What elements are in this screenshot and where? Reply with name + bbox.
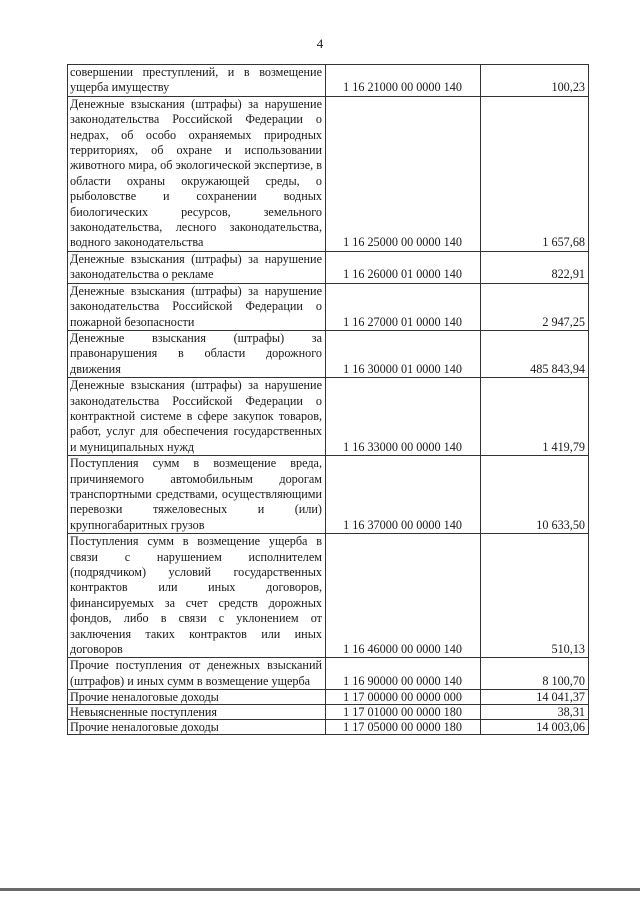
amount-cell: 822,91 (481, 251, 589, 283)
amount-cell: 485 843,94 (481, 330, 589, 377)
amount-cell: 510,13 (481, 534, 589, 658)
amount-cell: 2 947,25 (481, 283, 589, 330)
scan-bottom-edge (0, 888, 640, 891)
amount-cell: 100,23 (481, 65, 589, 97)
table-row (68, 690, 589, 705)
income-name-cell: Денежные взыскания (штрафы) за нарушение законодательства Российской Федерации о контрактной системе в сфере закупок товаров, работ, услуг для обеспечения государственных и муниципальных нужд (68, 378, 326, 456)
income-name-cell: Денежные взыскания (штрафы) за нарушение законодательства Российской Федерации о пожарной безопасности (68, 283, 326, 330)
table-row (68, 330, 589, 377)
budget-code-cell: 1 16 26000 01 0000 140 (326, 251, 481, 283)
budget-code-cell: 1 16 27000 01 0000 140 (326, 283, 481, 330)
table-row (68, 96, 589, 251)
income-name-cell: Поступления сумм в возмещение вреда, причиняемого автомобильным дорогам транспортными средствами, осуществляющими перевозки тяжеловесных и (или) крупногабаритных грузов (68, 456, 326, 534)
income-name-cell: Невыясненные поступления (68, 705, 326, 720)
income-name-cell: Денежные взыскания (штрафы) за правонарушения в области дорожного движения (68, 330, 326, 377)
table-row (68, 658, 589, 690)
page-number: 4 (316, 36, 324, 51)
table-row (68, 65, 589, 97)
income-name-cell: Денежные взыскания (штрафы) за нарушение законодательства Российской Федерации о недрах, об особо охраняемых природных территориях, об охране и использовании животного мира, об экологической экспертизе, в области охраны окружающей среды, о рыболовстве и сохранении водных биологических ресурсов, земельного законодательства, лесного законодательства, водного законодательства (68, 96, 326, 251)
income-name-cell: Прочие неналоговые доходы (68, 690, 326, 705)
budget-code-cell: 1 17 01000 00 0000 180 (326, 705, 481, 720)
budget-code-cell: 1 17 00000 00 0000 000 (326, 690, 481, 705)
amount-cell: 1 657,68 (481, 96, 589, 251)
table-row (68, 378, 589, 456)
amount-cell: 14 041,37 (481, 690, 589, 705)
budget-code-cell: 1 16 25000 00 0000 140 (326, 96, 481, 251)
budget-code-cell: 1 16 37000 00 0000 140 (326, 456, 481, 534)
amount-cell: 38,31 (481, 705, 589, 720)
amount-cell: 1 419,79 (481, 378, 589, 456)
budget-code-cell: 1 17 05000 00 0000 180 (326, 720, 481, 735)
table-row (68, 251, 589, 283)
budget-code-cell: 1 16 30000 01 0000 140 (326, 330, 481, 377)
income-name-cell: Денежные взыскания (штрафы) за нарушение законодательства о рекламе (68, 251, 326, 283)
income-name-cell: совершении преступлений, и в возмещение ущерба имуществу (68, 65, 326, 97)
income-name-cell: Прочие поступления от денежных взысканий (штрафов) и иных сумм в возмещение ущерба (68, 658, 326, 690)
table-row (68, 720, 589, 735)
income-name-cell: Поступления сумм в возмещение ущерба в связи с нарушением исполнителем (подрядчиком) условий государственных контрактов или иных договоров, финансируемых за счет средств дорожных фондов, либо в связи с уклонением от заключения таких контрактов или иных договоров (68, 534, 326, 658)
budget-code-cell: 1 16 90000 00 0000 140 (326, 658, 481, 690)
amount-cell: 10 633,50 (481, 456, 589, 534)
budget-code-cell: 1 16 33000 00 0000 140 (326, 378, 481, 456)
table-row (68, 534, 589, 658)
table-row (68, 283, 589, 330)
table-row (68, 456, 589, 534)
table-row (68, 705, 589, 720)
income-name-cell: Прочие неналоговые доходы (68, 720, 326, 735)
budget-income-table (67, 64, 589, 735)
amount-cell: 8 100,70 (481, 658, 589, 690)
budget-code-cell: 1 16 21000 00 0000 140 (326, 65, 481, 97)
amount-cell: 14 003,06 (481, 720, 589, 735)
budget-code-cell: 1 16 46000 00 0000 140 (326, 534, 481, 658)
